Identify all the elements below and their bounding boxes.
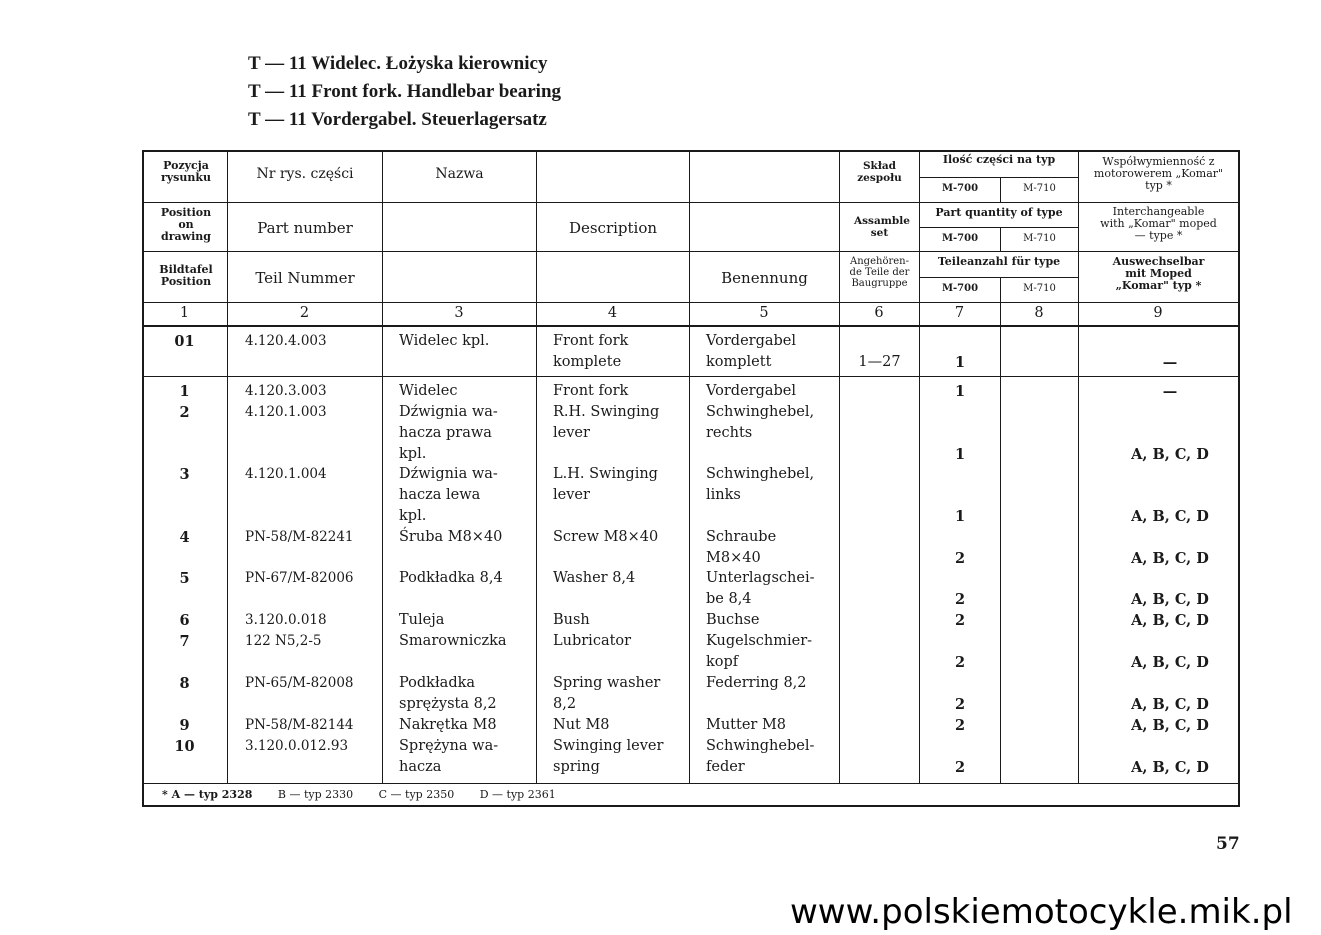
header-description: Description	[568, 219, 658, 237]
page-number: 57	[1216, 834, 1240, 854]
row-qty-m700: 1	[954, 383, 966, 400]
row-description-english: spring	[553, 759, 600, 775]
row-description-english: 8,2	[553, 696, 577, 712]
row-position: 8	[179, 675, 190, 692]
row-description-english: Lubricator	[553, 633, 632, 649]
row-part-number: 4.120.4.003	[245, 333, 327, 349]
row-position: 3	[179, 466, 190, 483]
row-benennung-german: Kugelschmier-	[706, 633, 813, 649]
row-part-number: PN-65/M-82008	[245, 675, 354, 691]
row-qty-m700: 2	[954, 591, 966, 608]
row-benennung-german: kopf	[706, 654, 739, 670]
row-benennung-german: Federring 8,2	[706, 675, 807, 691]
row-description-english: Washer 8,4	[553, 570, 636, 586]
row-description-english: Front fork	[553, 333, 629, 349]
header-interchangeable-en: Interchangeable with „Komar" moped — type *	[1100, 205, 1217, 243]
footnote	[162, 788, 578, 801]
row-part-number: PN-67/M-82006	[245, 570, 354, 586]
row-position: 01	[174, 333, 195, 350]
header-interchangeable-pl: Współwymienność z motorowerem „Komar" typ *	[1093, 155, 1224, 193]
row-name-polish: kpl.	[399, 508, 427, 524]
column-divider	[1078, 150, 1079, 783]
row-qty-m700: 1	[954, 508, 966, 525]
row-description-english: Swinging lever	[553, 738, 664, 754]
row-name-polish: hacza	[399, 759, 442, 775]
row-part-number: 3.120.0.012.93	[245, 738, 349, 754]
quantity-sub-rule	[920, 277, 1078, 278]
row-description-english: Screw M8×40	[553, 529, 659, 545]
row-qty-m700: 1	[954, 354, 966, 371]
row-part-number: PN-58/M-82241	[245, 529, 354, 545]
row-description-english: R.H. Swinging	[553, 404, 660, 420]
header-position-pl: Pozycja rysunku	[161, 159, 211, 185]
footnote-type-b: B — typ 2330	[277, 788, 354, 801]
row-description-english: lever	[553, 425, 590, 441]
row-qty-m700: 1	[954, 446, 966, 463]
row-name-polish: Sprężyna wa-	[399, 738, 499, 754]
row-interchangeable: A, B, C, D	[1131, 654, 1209, 671]
row-description-english: Bush	[553, 612, 590, 628]
column-divider	[382, 150, 383, 783]
row-position: 4	[179, 529, 190, 546]
header-model-m700: M-700	[941, 283, 979, 294]
row-qty-m700: 2	[954, 654, 966, 671]
row-description-english: Nut M8	[553, 717, 610, 733]
row-name-polish: Dźwignia wa-	[399, 466, 498, 482]
footnote-bottom-rule	[142, 805, 1240, 807]
row-assembly: 1—27	[858, 354, 901, 370]
table-top-rule	[142, 150, 1240, 152]
row-description-english: L.H. Swinging	[553, 466, 658, 482]
header-name: Nazwa	[435, 166, 484, 182]
row-interchangeable: A, B, C, D	[1131, 591, 1209, 608]
column-number: 1	[179, 305, 190, 321]
row-interchangeable: —	[1162, 354, 1178, 371]
column-number: 6	[874, 305, 884, 321]
header-benennung: Benennung	[721, 269, 808, 287]
row-benennung-german: Mutter M8	[706, 717, 787, 733]
header-model-m710: M-710	[1023, 183, 1056, 194]
row-qty-m700: 2	[954, 696, 966, 713]
row-description-english: Spring washer	[553, 675, 661, 691]
column-divider	[839, 150, 840, 783]
row-benennung-german: Buchse	[706, 612, 760, 628]
row-part-number: 4.120.3.003	[245, 383, 327, 399]
row-position: 10	[174, 738, 195, 755]
quantity-sub-rule	[920, 227, 1078, 228]
column-number: 5	[759, 305, 769, 321]
column-divider	[227, 150, 228, 783]
header-position-de: Bildtafel Position	[159, 263, 213, 289]
row-position: 6	[179, 612, 190, 629]
row-name-polish: Podkładka	[399, 675, 476, 691]
title-block	[248, 50, 561, 134]
row-interchangeable: A, B, C, D	[1131, 717, 1209, 734]
table-right-border	[1238, 150, 1240, 807]
column-number: 3	[454, 305, 464, 321]
column-divider	[689, 150, 690, 783]
footnote-type-d: D — typ 2361	[479, 788, 556, 801]
row-name-polish: Nakrętka M8	[399, 717, 497, 733]
row-qty-m700: 2	[954, 612, 966, 629]
header-model-m710: M-710	[1023, 283, 1056, 294]
header-quantity-en: Part quantity of type	[935, 206, 1063, 219]
title-polish: T — 11 Widelec. Łożyska kierownicy	[248, 53, 548, 74]
header-assembly-en: Assamble set	[854, 215, 910, 239]
header-model-m700: M-700	[941, 233, 979, 244]
row-position: 7	[179, 633, 190, 650]
row-position: 1	[179, 383, 190, 400]
row-benennung-german: komplett	[706, 354, 772, 370]
row-interchangeable: A, B, C, D	[1131, 446, 1209, 463]
header-row-rule	[142, 202, 1240, 203]
row-benennung-german: be 8,4	[706, 591, 752, 607]
column-divider	[1000, 302, 1001, 783]
header-part-number-en: Part number	[257, 219, 353, 237]
row-name-polish: Widelec kpl.	[399, 333, 490, 349]
row-name-polish: Podkładka 8,4	[399, 570, 503, 586]
header-model-m710: M-710	[1023, 233, 1056, 244]
row-part-number: 4.120.1.003	[245, 404, 327, 420]
header-assembly-de: Angehören-de Teile der Baugruppe	[849, 256, 910, 289]
row-benennung-german: Schwinghebel-	[706, 738, 815, 754]
row-description-english: Front fork	[553, 383, 629, 399]
title-german: T — 11 Vordergabel. Steuerlagersatz	[248, 109, 547, 130]
row-part-number: PN-58/M-82144	[245, 717, 354, 733]
quantity-sub-rule	[920, 177, 1078, 178]
row-benennung-german: Schraube	[706, 529, 777, 545]
table-bottom-rule	[142, 783, 1240, 784]
row-name-polish: kpl.	[399, 446, 427, 462]
row-benennung-german: links	[706, 487, 741, 503]
row-position: 5	[179, 570, 190, 587]
row-description-english: komplete	[553, 354, 622, 370]
header-part-number-de: Teil Nummer	[255, 269, 355, 287]
row-interchangeable: A, B, C, D	[1131, 508, 1209, 525]
header-model-m700: M-700	[941, 183, 979, 194]
column-number: 2	[299, 305, 310, 321]
group-separator-rule	[142, 376, 1240, 377]
row-benennung-german: Vordergabel	[706, 383, 797, 399]
column-number: 8	[1034, 305, 1044, 321]
row-benennung-german: feder	[706, 759, 745, 775]
row-position: 9	[179, 717, 190, 734]
row-benennung-german: Schwinghebel,	[706, 404, 815, 420]
row-interchangeable: A, B, C, D	[1131, 612, 1209, 629]
row-interchangeable: A, B, C, D	[1131, 550, 1209, 567]
header-quantity-de: Teileanzahl für type	[937, 255, 1061, 268]
row-benennung-german: Unterlagschei-	[706, 570, 815, 586]
header-row-rule	[142, 251, 1240, 252]
title-english: T — 11 Front fork. Handlebar bearing	[248, 81, 562, 102]
header-position-en: Position on drawing	[160, 206, 212, 244]
row-name-polish: Smarowniczka	[399, 633, 507, 649]
row-qty-m700: 2	[954, 717, 966, 734]
row-benennung-german: Schwinghebel,	[706, 466, 815, 482]
header-interchangeable-de: Auswechselbar mit Moped „Komar" typ *	[1112, 255, 1205, 293]
row-name-polish: Tuleja	[399, 612, 445, 628]
footnote-type-a: * A — typ 2328	[162, 788, 253, 801]
header-quantity-pl: Ilość części na typ	[942, 153, 1056, 166]
header-assembly-pl: Skład zespołu	[857, 160, 902, 184]
row-name-polish: Śruba M8×40	[399, 529, 503, 545]
row-qty-m700: 2	[954, 759, 966, 776]
row-benennung-german: M8×40	[706, 550, 761, 566]
header-part-number-pl: Nr rys. części	[256, 166, 354, 182]
row-name-polish: Dźwignia wa-	[399, 404, 498, 420]
row-name-polish: hacza prawa	[399, 425, 492, 441]
row-interchangeable: A, B, C, D	[1131, 759, 1209, 776]
row-qty-m700: 2	[954, 550, 966, 567]
row-name-polish: hacza lewa	[399, 487, 481, 503]
column-number: 4	[607, 305, 618, 321]
column-number-rule	[142, 325, 1240, 327]
row-part-number: 122 N5,2-5	[245, 633, 322, 649]
row-benennung-german: rechts	[706, 425, 753, 441]
row-benennung-german: Vordergabel	[706, 333, 797, 349]
row-interchangeable: A, B, C, D	[1131, 696, 1209, 713]
row-name-polish: Widelec	[399, 383, 458, 399]
column-number: 7	[954, 305, 965, 321]
row-description-english: lever	[553, 487, 590, 503]
column-divider	[536, 150, 537, 783]
row-part-number: 3.120.0.018	[245, 612, 327, 628]
row-name-polish: sprężysta 8,2	[399, 696, 497, 712]
row-position: 2	[179, 404, 190, 421]
column-divider	[919, 150, 920, 783]
row-interchangeable: —	[1162, 383, 1178, 400]
watermark-url: www.polskiemotocykle.mik.pl	[790, 892, 1293, 932]
column-number: 9	[1153, 305, 1163, 321]
row-part-number: 4.120.1.004	[245, 466, 327, 482]
footnote-type-c: C — typ 2350	[378, 788, 455, 801]
